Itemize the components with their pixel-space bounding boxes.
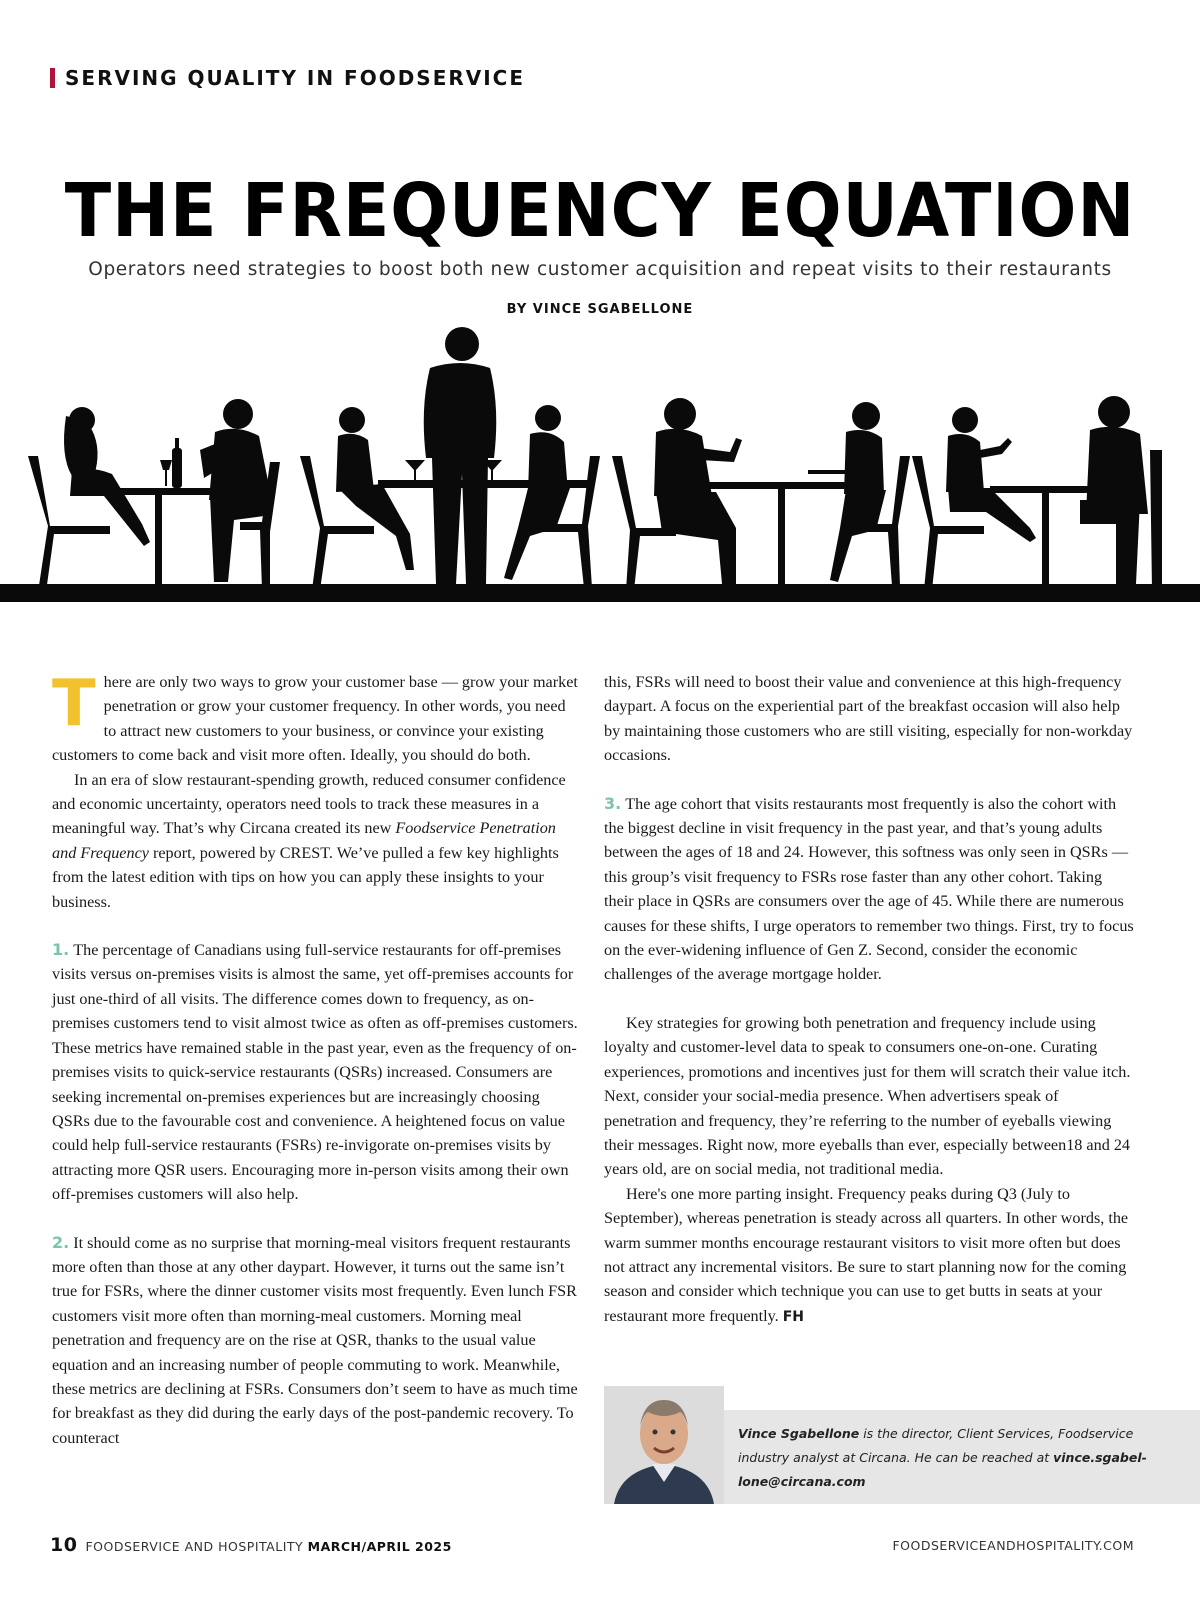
end-mark: FH: [782, 1308, 804, 1325]
section-tag: [50, 66, 525, 90]
point-3-paragraph: [604, 792, 1134, 987]
drop-cap: T: [52, 667, 96, 741]
author-role: is the director, Client Services, Foodservice industry analyst at Circana. He can be reached at: [738, 1426, 1134, 1465]
point-1-paragraph: [52, 938, 580, 1206]
context-paragraph: [52, 768, 580, 914]
diners-silhouette-icon: [0, 320, 1200, 620]
context-text-a: In an era of slow restaurant-spending growth, reduced consumer confidence and economic uncertainty, operators need tools to track these measures in a meaningful way. That’s why Circana created its new: [52, 770, 566, 838]
point-2-continued: this, FSRs will need to boost their value and convenience at this high-frequency daypart. A focus on the experiential part of the breakfast occasion will also help by maintaining those customers who are still visiting, especially for non-workday occasions.: [604, 673, 1133, 765]
article-subtitle: Operators need strategies to boost both new customer acquisition and repeat visits to their restaurants: [88, 259, 1112, 280]
author-name: Vince Sgabellone: [738, 1426, 860, 1441]
intro-paragraph: [52, 667, 580, 768]
point-2-paragraph: [52, 1231, 580, 1451]
author-bio-box: [604, 1410, 1200, 1504]
section-accent-bar: [50, 68, 55, 88]
author-photo-icon: [604, 1386, 724, 1504]
article-byline: BY VINCE SGABELLONE: [506, 302, 694, 317]
closing-paragraph: [604, 1182, 1134, 1329]
point-2-number: 2.: [52, 1232, 70, 1252]
author-bio-text: [738, 1422, 1178, 1494]
point-2-text: It should come as no surprise that morning-meal visitors frequent restaurants more often than those at any other daypart. However, it turns out the same isn’t true for FSRs, where the dinner customer visits most frequently. Even lunch FSR customers visit more often than morning-meal customers. Morning meal penetration and frequency are on the rise at QSR, thanks to the usual value equation and an increasing number of people commuting to work. Meanwhile, these metrics are declining at FSRs. Consumers don’t seem to have as much time for breakfast as they did during the early days of the post-pandemic recovery. To counteract: [52, 1233, 578, 1447]
point-1-text: The percentage of Canadians using full-service restaurants for off-premises visits versus on-premises visits is almost the same, yet off-premises accounts for just one-third of all visits. The difference comes down to frequency, as on-premises customers tend to visit almost twice as often as off-premises customers. These metrics have remained stable in the past year, even as the frequency of on-premises visits to quick-service restaurants (QSRs) increased. Consumers are seeking incremental on-premises experiences but are increasingly choosing QSRs due to the favourable cost and convenience. A heightened focus on value could help full-service restaurants (FSRs) re-invigorate on-premises visits by attracting more QSR users. Encouraging more in-person visits among their own off-premises customers will also help.: [52, 941, 578, 1204]
point-3-text: The age cohort that visits restaurants most frequently is also the cohort with the biggest decline in visit frequency in the past year, and that’s young adults between the ages of 18 and 24. However, this softness was only seen in QSRs — this group’s visit frequency to FSRs rose faster than any other cohort. Taking their place in QSRs are consumers over the age of 45. While there are numerous causes for these shifts, I urge operators to remember two things. First, try to focus on the ever-widening influence of Gen Z. Second, consider the economic challenges of the average mortgage holder.: [604, 794, 1134, 984]
report-name: Foodservice Penetration and Frequency: [52, 819, 556, 862]
footer-website[interactable]: FOODSERVICEANDHOSPITALITY.COM: [892, 1538, 1134, 1553]
article-column-right: [604, 670, 1134, 1329]
point-1-number: 1.: [52, 940, 70, 960]
closing-text: Here's one more parting insight. Frequency peaks during Q3 (July to September), whereas penetration is steady across all quarters. In other words, the warm summer months encourage restaurant visitors to visit more often but does not attract any incremental visitors. Be sure to start planning now for the coming season and consider which technique you can use to get butts in seats at your restaurant more frequently.: [604, 1184, 1129, 1325]
author-email[interactable]: vince.sgabel-lone@circana.com: [738, 1450, 1147, 1489]
strategies-paragraph: Key strategies for growing both penetration and frequency include using loyalty and customer-level data to speak to consumers one-on-one. Curating experiences, promotions and incentives just for them will scratch their value itch. Next, consider your social-media presence. When advertisers speak of penetration and frequency, they’re referring to the number of eyeballs viewing their messages. Right now, more eyeballs than ever, especially between18 and 24 years old, are on social media, not traditional media.: [604, 1013, 1131, 1179]
page-number: 10: [50, 1534, 78, 1556]
publication-name: FOODSERVICE AND HOSPITALITY: [85, 1539, 304, 1554]
article-title: THE FREQUENCY EQUATION: [64, 168, 1136, 254]
footer-left: [50, 1534, 452, 1556]
point-3-number: 3.: [604, 793, 622, 813]
article-column-left: [52, 667, 580, 1450]
issue-date: MARCH/APRIL 2025: [307, 1539, 452, 1554]
section-label: SERVING QUALITY IN FOODSERVICE: [65, 66, 526, 90]
intro-text: here are only two ways to grow your customer base — grow your market penetration or grow your customer frequency. In other words, you need to attract new customers to your business, or convince your existing customers to come back and visit more often. Ideally, you should do both.: [52, 673, 578, 765]
context-text-b: report, powered by CREST. We’ve pulled a few key highlights from the latest edition with tips on how you can apply these insights to your business.: [52, 843, 559, 911]
